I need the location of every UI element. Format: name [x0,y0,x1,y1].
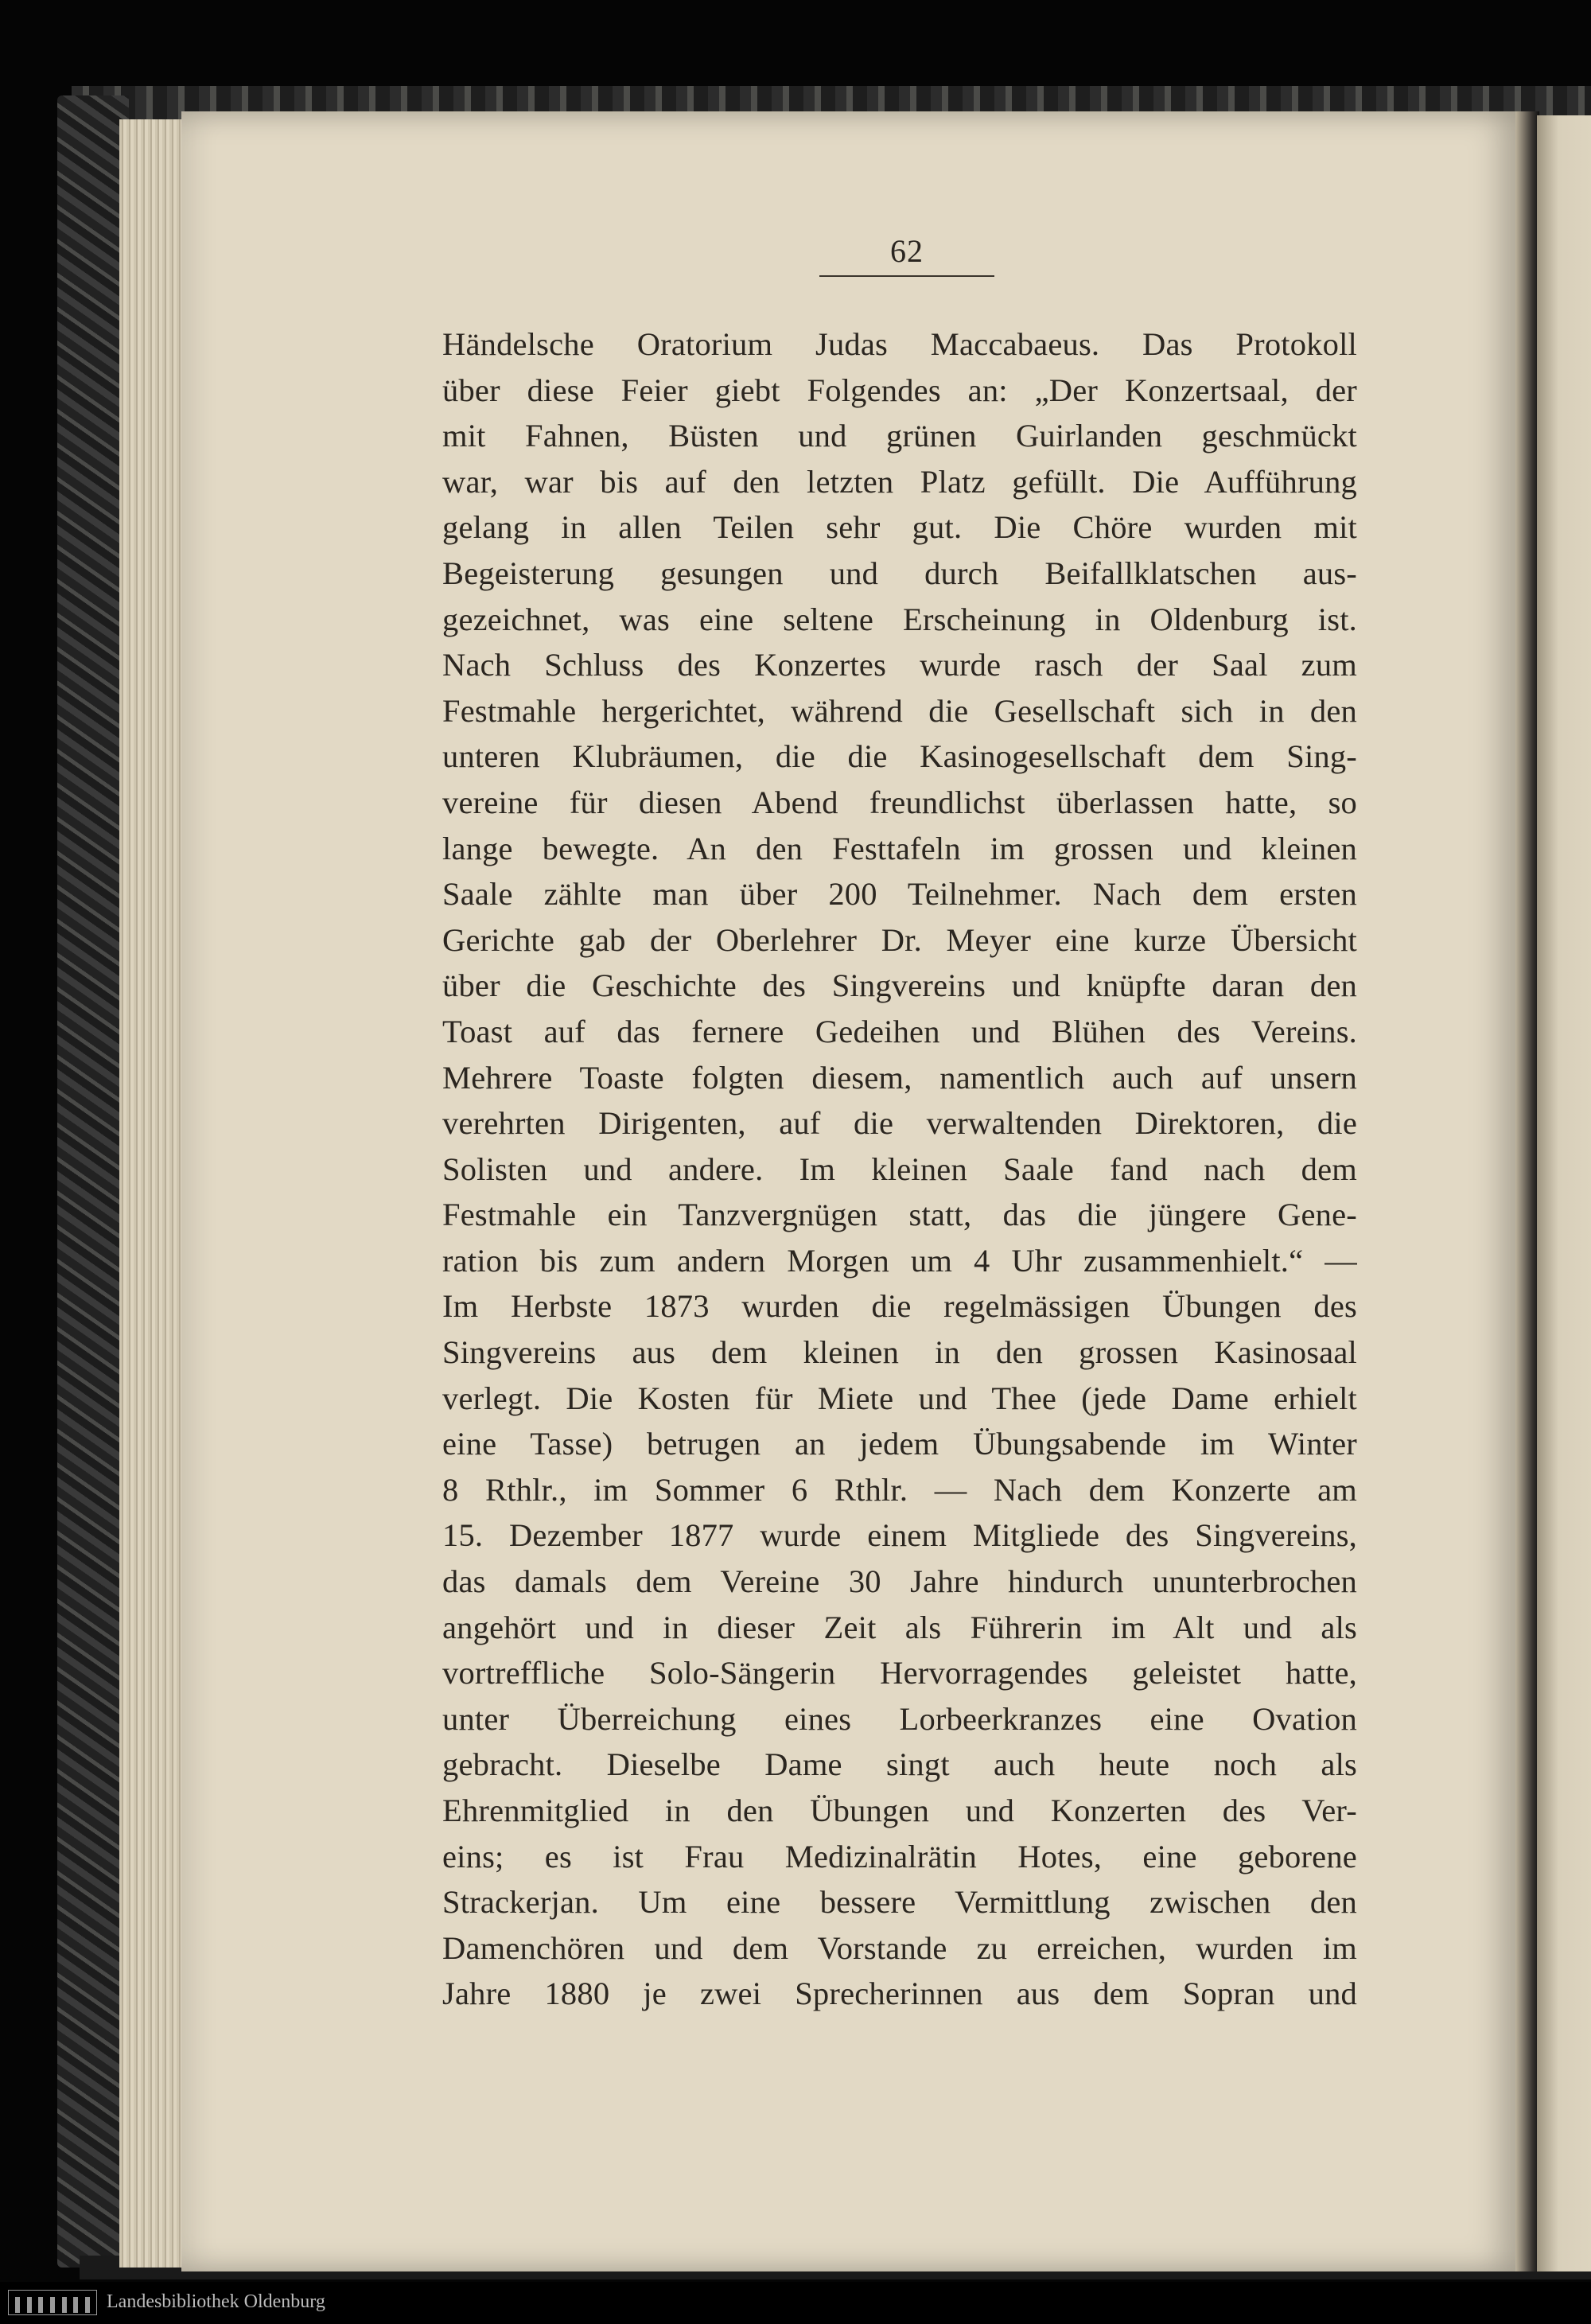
text-line: über diese Feier giebt Folgendes an: „Der Konzertsaal, der [442,372,1357,408]
text-line: Solisten und andere. Im kleinen Saale fand nach dem [442,1150,1357,1187]
text-line: 8 Rthlr., im Sommer 6 Rthlr. — Nach dem Konzerte am [442,1471,1357,1508]
text-line: eins; es ist Frau Medizinalrätin Hotes, eine geborene [442,1838,1357,1874]
page-number-rule [819,275,994,277]
text-line: angehört und in dieser Zeit als Führerin im Alt und als [442,1609,1357,1645]
text-line: Strackerjan. Um eine bessere Vermittlung zwischen den [442,1884,1357,1921]
library-logo-icon [8,2290,97,2315]
text-line: war, war bis auf den letzten Platz gefüllt. Die Aufführung [442,463,1357,500]
body-text [442,321,1357,2017]
page-edges [119,119,191,2268]
text-line: Nach Schluss des Konzertes wurde rasch der Saal zum [442,647,1357,683]
text-line: Begeisterung gesungen und durch Beifallklatschen aus- [442,555,1357,591]
text-line: Gerichte gab der Oberlehrer Dr. Meyer eine kurze Übersicht [442,921,1357,958]
text-line: unter Überreichung eines Lorbeerkranzes eine Ovation [442,1700,1357,1737]
text-line: das damals dem Vereine 30 Jahre hindurch ununterbrochen [442,1563,1357,1600]
text-line: Festmahle hergerichtet, während die Gesellschaft sich in den [442,692,1357,729]
text-line: Jahre 1880 je zwei Sprecherinnen aus dem Sopran und [442,1976,1357,2012]
text-line: über die Geschichte des Singvereins und knüpfte daran den [442,967,1357,1004]
page-number: 62 [890,233,924,269]
text-line: Festmahle ein Tanzvergnügen statt, das die jüngere Gene- [442,1197,1357,1233]
text-line: ration bis zum andern Morgen um 4 Uhr zusammenhielt.“ — [442,1242,1357,1279]
text-line: Singvereins aus dem kleinen in den grossen Kasinosaal [442,1334,1357,1371]
text-line: Ehrenmitglied in den Übungen und Konzerten des Ver- [442,1793,1357,1828]
facing-page-edge [1537,115,1591,2271]
marbled-book-cover [57,95,129,2268]
text-line: unteren Klubräumen, die die Kasinogesellschaft dem Sing- [442,738,1357,775]
text-line: gezeichnet, was eine seltene Erscheinung in Oldenburg ist. [442,601,1357,637]
text-line: vereine für diesen Abend freundlichst überlassen hatte, so [442,784,1357,820]
text-line: lange bewegte. An den Festtafeln im grossen und kleinen [442,830,1357,866]
text-line: 15. Dezember 1877 wurde einem Mitgliede des Singvereins, [442,1517,1357,1554]
text-line: eine Tasse) betrugen an jedem Übungsabende im Winter [442,1426,1357,1462]
text-line: Mehrere Toaste folgten diesem, namentlich auch auf unsern [442,1059,1357,1096]
text-line: verehrten Dirigenten, auf die verwaltenden Direktoren, die [442,1105,1357,1142]
text-line: Toast auf das fernere Gedeihen und Blühen des Vereins. [442,1013,1357,1049]
text-line: gebracht. Dieselbe Dame singt auch heute noch als [442,1746,1357,1783]
library-name: Landesbibliothek Oldenburg [107,2291,325,2312]
book-gutter [1515,111,1539,2271]
text-line: mit Fahnen, Büsten und grünen Guirlanden geschmückt [442,418,1357,454]
text-line: vortreffliche Solo-Sängerin Hervorragendes geleistet hatte, [442,1655,1357,1691]
text-line: verlegt. Die Kosten für Miete und Thee (jede Dame erhielt [442,1380,1357,1416]
text-line: Damenchören und dem Vorstande zu erreichen, wurden im [442,1929,1357,1966]
text-line: Saale zählte man über 200 Teilnehmer. Nach dem ersten [442,876,1357,913]
text-line: Händelsche Oratorium Judas Maccabaeus. Das Protokoll [442,326,1357,362]
text-line: Im Herbste 1873 wurden die regelmässigen Übungen des [442,1288,1357,1325]
text-line: gelang in allen Teilen sehr gut. Die Chöre wurden mit [442,509,1357,546]
